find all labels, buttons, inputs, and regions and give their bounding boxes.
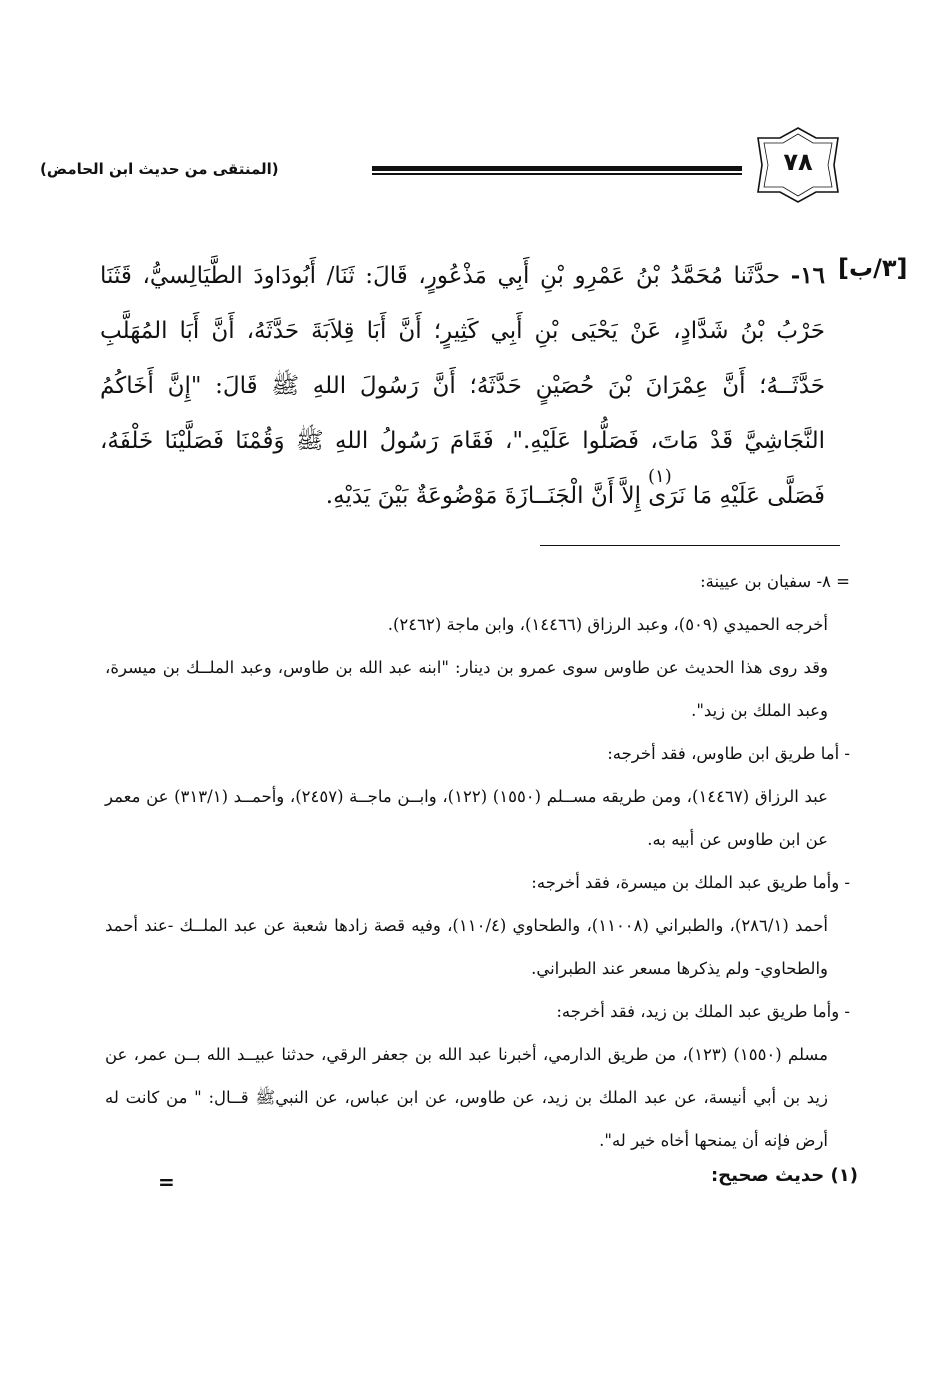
footnote-divider [540,545,840,546]
note-line: - وأما طريق عبد الملك بن زيد، فقد أخرجه: [556,1002,850,1021]
note-line: أخرجه الحميدي (٥٠٩)، وعبد الرزاق (١٤٤٦٦)، وابن ماجة (٢٤٦٢). [387,615,828,634]
note-line: مسلم (١٥٥٠) (١٢٣)، من طريق الدارمي، أخبرنا عبد الله بن جعفر الرقي، حدثنا عبيــد الله بــن عمر، عن زيد بن أبي أنيسة، عن عبد الملك بن زيد، عن طاوس، عن ابن عباس، عن النبيﷺ قــال: " من كانت له أرض فإنه أن يمنحها أخاه خير له". [105,1045,828,1150]
note-line: عبد الرزاق (١٤٤٦٧)، ومن طريقه مســلم (١٥٥٠) (١٢٢)، وابــن ماجــة (٢٤٥٧)، وأحمــد (٣١٣/١) عن معمر عن ابن طاوس عن أبيه به. [105,787,828,849]
note-line: وقد روى هذا الحديث عن طاوس سوى عمرو بن دينار: "ابنه عبد الله بن طاوس، وعبد الملــك بن ميسرة، وعبد الملك بن زيد". [105,658,828,720]
running-header-title: (المنتقى من حديث ابن الحامض) [40,160,279,178]
continuation-mark: = [158,1170,175,1194]
note-line: - أما طريق ابن طاوس، فقد أخرجه: [607,744,850,763]
footnote-marker: (١) [648,466,672,487]
hadith-text: حدَّثَنا مُحَمَّدُ بْنُ عَمْرِو بْنِ أَبِي مَذْعُورٍ، قَالَ: ثَنَا/ أَبُودَاودَ الطَّيَالِسيُّ، قَثَنَا حَرْبُ بْنُ شَدَّادٍ، عَنْ يَحْيَى بْنِ أَبِي كَثِيرٍ؛ أَنَّ أَبَا قِلاَبَةَ حَدَّثَهُ، أَنَّ أَبَا المُهَلَّبِ حَدَّثَــهُ؛ أَنَّ عِمْرَانَ بْنَ حُصَيْنٍ حَدَّثَهُ؛ أَنَّ رَسُولَ اللهِ ﷺ قَالَ: "إِنَّ أَخَاكُمُ النَّجَاشِيَّ قَدْ مَاتَ، فَصَلُّوا عَلَيْهِ."، فَقَامَ رَسُولُ اللهِ ﷺ وَقُمْنَا فَصَلَّيْنَا خَلْفَهُ، فَصَلَّى عَلَيْهِ مَا نَرَى إِلاَّ أَنَّ الْجَنَــازَةَ مَوْضُوعَةٌ بَيْنَ يَدَيْهِ. [100,263,825,509]
manuscript-folio-reference: [٣/ب] [838,254,908,282]
hadith-text-block [100,248,825,524]
footnote-heading: (١) حديث صحيح: [710,1165,858,1186]
header-rule [372,166,742,175]
page-number-badge [752,124,844,206]
note-line: = ٨- سفيان بن عيينة: [700,572,850,591]
page-number: ٧٨ [783,148,813,176]
hadith-number: ١٦- [790,262,825,289]
note-line: أحمد (٢٨٦/١)، والطبراني (١١٠٠٨)، والطحاوي (١١٠/٤)، وفيه قصة زادها شعبة عن عبد الملــك -عند أحمد والطحاوي- ولم يذكرها مسعر عند الطبراني. [105,916,828,978]
footnotes-block [105,560,850,1162]
note-line: - وأما طريق عبد الملك بن ميسرة، فقد أخرجه: [531,873,850,892]
